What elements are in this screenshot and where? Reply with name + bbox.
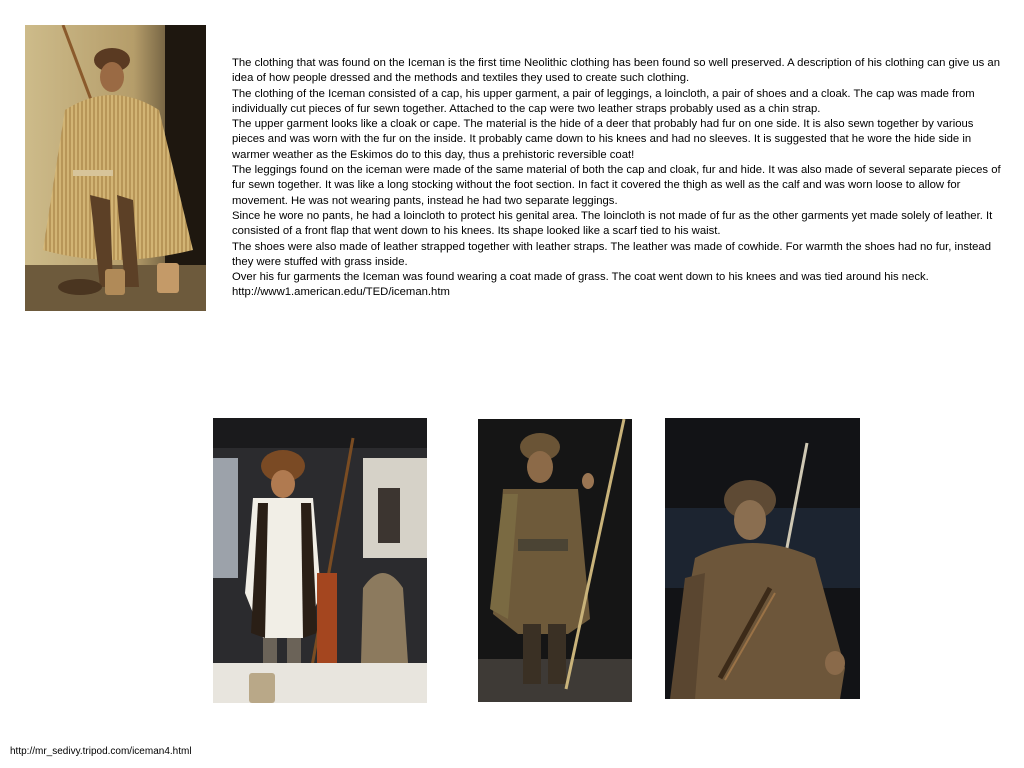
article-paragraph: Over his fur garments the Iceman was found wearing a coat made of grass. The coat went down to his knees and was tied around his neck. [232,271,929,284]
iceman-museum-display-photo [213,418,427,703]
article-paragraph: Since he wore no pants, he had a loincloth to protect his genital area. The loincloth is not made of fur as the other garments yet made solely of leather. It consisted of a front flap that went down to his knees. Its shape looked like a scarf tied to his waist. [232,209,993,238]
article-paragraph: The leggings found on the iceman were made of the same material of both the cap and cloak, fur and hide. It was also made of several separate pieces of fur sewn together. It was like a long stocking without the foot section. In fact it covered the thigh as well as the calf and was worn loose to allow for movement. He was not wearing pants, instead he had two separate leggings. [232,164,1001,207]
footer-source-url[interactable]: http://mr_sedivy.tripod.com/iceman4.html [10,746,192,757]
iceman-closeup-photo [665,418,860,699]
iceman-grass-cloak-photo [25,25,206,311]
article-paragraph: The clothing of the Iceman consisted of a cap, his upper garment, a pair of leggings, a loincloth, a pair of shoes and a cloak. The cap was made from individually cut pieces of fur sewn together. Attached to the cap were two leather straps probably used as a chin strap. [232,87,975,115]
iceman-with-staff-photo [478,419,632,702]
article-source-link[interactable]: http://www1.american.edu/TED/iceman.htm [232,286,450,299]
article-paragraph: The clothing that was found on the Iceman is the first time Neolithic clothing has been found so well preserved. A description of his clothing can give us an idea of how people dressed and the methods and textiles they used to create such clothing. [232,57,1001,85]
article-paragraph: The upper garment looks like a cloak or cape. The material is the hide of a deer that probably had fur on one side. It is also sewn together by various pieces and was worn with the fur on the inside. It probably came down to his knees and had no sleeves. It is suggested that he wore the hide side in warmer weather as the Eskimos do to this day, thus a prehistoric reversible coat! [232,118,974,161]
iceman-clothing-article [232,56,1002,301]
article-paragraph: The shoes were also made of leather strapped together with leather straps. The leather was made of cowhide. For warmth the shoes had no fur, instead they were stuffed with grass inside. [232,240,991,268]
